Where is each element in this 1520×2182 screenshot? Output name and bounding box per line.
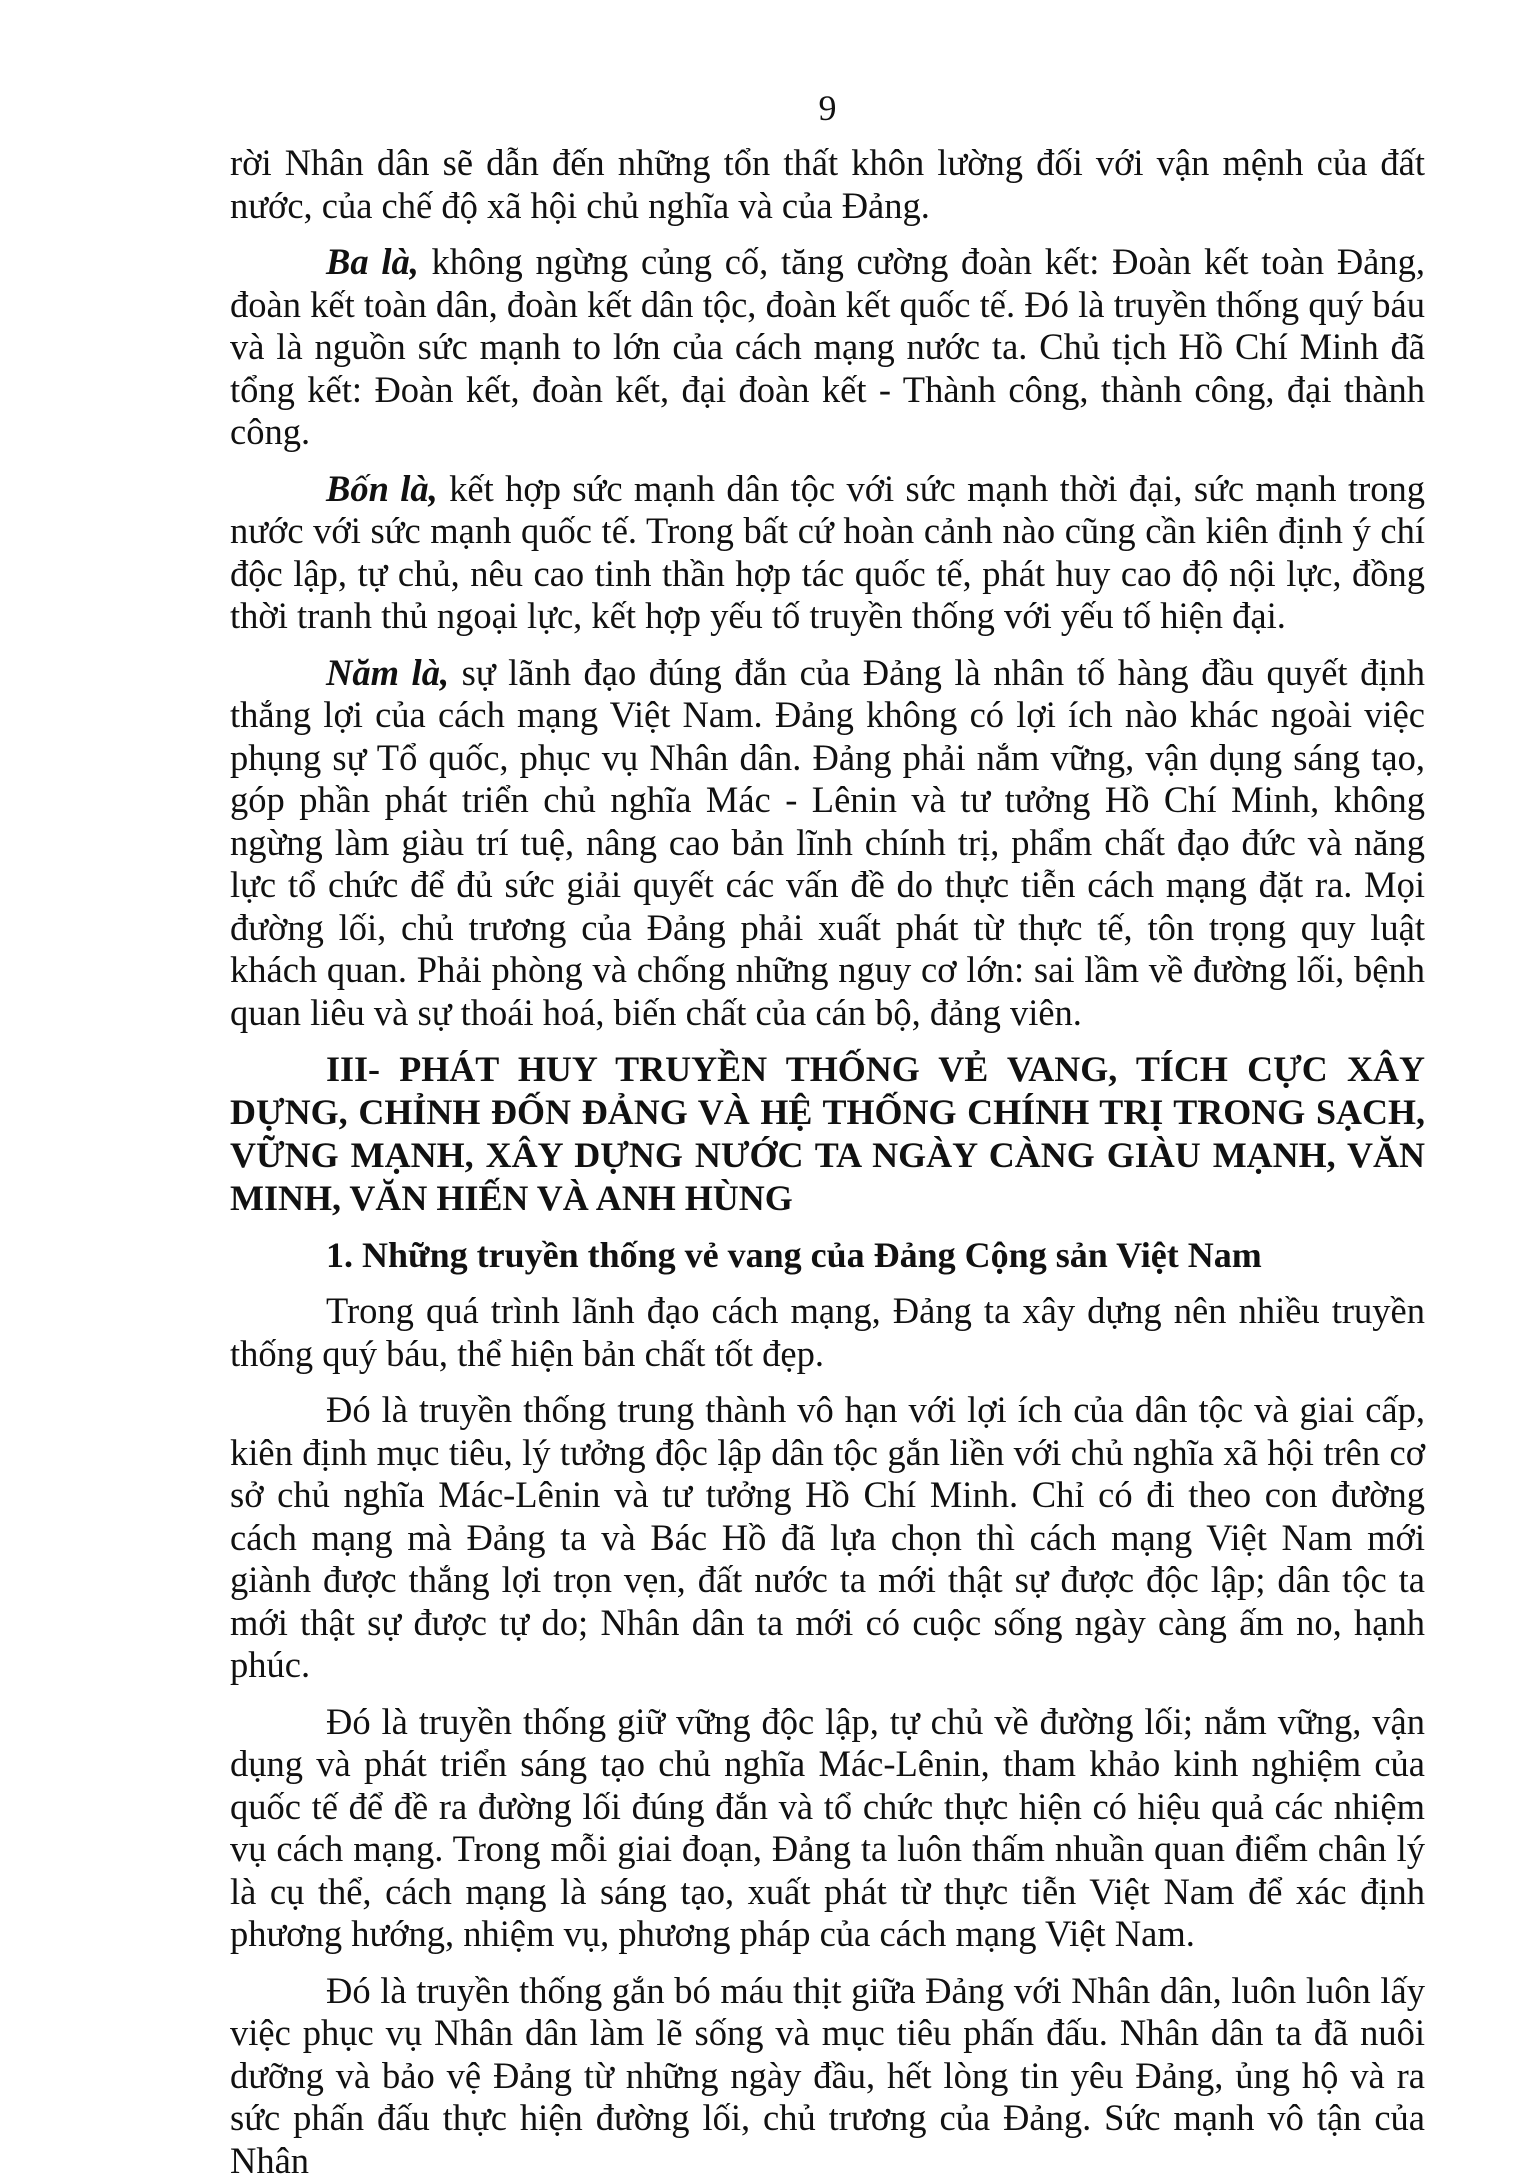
paragraph-ba-la — [230, 241, 1425, 454]
paragraph-text: không ngừng củng cố, tăng cường đoàn kết: Đoàn kết toàn Đảng, đoàn kết toàn dân, đoàn kết dân tộc, đoàn kết quốc tế. Đó là truyền thống quý báu và là nguồn sức mạnh to lớn của cách mạng nước ta. Chủ tịch Hồ Chí Minh đã tổng kết: Đoàn kết, đoàn kết, đại đoàn kết - Thành công, thành công, đại thành công. — [230, 241, 1425, 452]
sub-heading: 1. Những truyền thống vẻ vang của Đảng Cộng sản Việt Nam — [230, 1234, 1425, 1276]
paragraph-continuation — [230, 142, 1425, 227]
paragraph-nam-la — [230, 652, 1425, 1035]
paragraph-text: sự lãnh đạo đúng đắn của Đảng là nhân tố hàng đầu quyết định thắng lợi của cách mạng Việt Nam. Đảng không có lợi ích nào khác ngoài việc phụng sự Tổ quốc, phục vụ Nhân dân. Đảng phải nắm vững, vận dụng sáng tạo, góp phần phát triển chủ nghĩa Mác - Lênin và tư tưởng Hồ Chí Minh, không ngừng làm giàu trí tuệ, nâng cao bản lĩnh chính trị, phẩm chất đạo đức và năng lực tổ chức để đủ sức giải quyết các vấn đề do thực tiễn cách mạng đặt ra. Mọi đường lối, chủ trương của Đảng phải xuất phát từ thực tế, tôn trọng quy luật khách quan. Phải phòng và chống những nguy cơ lớn: sai lầm về đường lối, bệnh quan liêu và sự thoái hoá, biến chất của cán bộ, đảng viên. — [230, 652, 1425, 1033]
section-heading: III- PHÁT HUY TRUYỀN THỐNG VẺ VANG, TÍCH CỰC XÂY DỰNG, CHỈNH ĐỐN ĐẢNG VÀ HỆ THỐNG CHÍNH TRỊ TRONG SẠCH, VỮNG MẠNH, XÂY DỰNG NƯỚC TA NGÀY CÀNG GIÀU MẠNH, VĂN MINH, VĂN HIẾN VÀ ANH HÙNG — [230, 1048, 1425, 1220]
paragraph-text: rời Nhân dân sẽ dẫn đến những tổn thất khôn lường đối với vận mệnh của đất nước, của chế độ xã hội chủ nghĩa và của Đảng. — [230, 142, 1425, 226]
paragraph-text: kết hợp sức mạnh dân tộc với sức mạnh thời đại, sức mạnh trong nước với sức mạnh quốc tế. Trong bất cứ hoàn cảnh nào cũng cần kiên định ý chí độc lập, tự chủ, nêu cao tinh thần hợp tác quốc tế, phát huy cao độ nội lực, đồng thời tranh thủ ngoại lực, kết hợp yếu tố truyền thống với yếu tố hiện đại. — [230, 468, 1425, 637]
document-page — [230, 88, 1425, 2182]
paragraph-lead: Ba là, — [326, 241, 419, 282]
page-number: 9 — [230, 88, 1425, 128]
body-paragraph: Đó là truyền thống giữ vững độc lập, tự chủ về đường lối; nắm vững, vận dụng và phát triển sáng tạo chủ nghĩa Mác-Lênin, tham khảo kinh nghiệm của quốc tế để đề ra đường lối đúng đắn và tổ chức thực hiện có hiệu quả các nhiệm vụ cách mạng. Trong mỗi giai đoạn, Đảng ta luôn thấm nhuần quan điểm chân lý là cụ thể, cách mạng là sáng tạo, xuất phát từ thực tiễn Việt Nam để xác định phương hướng, nhiệm vụ, phương pháp của cách mạng Việt Nam. — [230, 1701, 1425, 1956]
body-paragraph: Trong quá trình lãnh đạo cách mạng, Đảng ta xây dựng nên nhiều truyền thống quý báu, thể hiện bản chất tốt đẹp. — [230, 1290, 1425, 1375]
paragraph-lead: Năm là, — [326, 652, 449, 693]
body-paragraph: Đó là truyền thống trung thành vô hạn với lợi ích của dân tộc và giai cấp, kiên định mục tiêu, lý tưởng độc lập dân tộc gắn liền với chủ nghĩa xã hội trên cơ sở chủ nghĩa Mác-Lênin và tư tưởng Hồ Chí Minh. Chỉ có đi theo con đường cách mạng mà Đảng ta và Bác Hồ đã lựa chọn thì cách mạng Việt Nam mới giành được thắng lợi trọn vẹn, đất nước ta mới thật sự được độc lập; dân tộc ta mới thật sự được tự do; Nhân dân ta mới có cuộc sống ngày càng ấm no, hạnh phúc. — [230, 1389, 1425, 1687]
body-paragraph: Đó là truyền thống gắn bó máu thịt giữa Đảng với Nhân dân, luôn luôn lấy việc phục vụ Nhân dân làm lẽ sống và mục tiêu phấn đấu. Nhân dân ta đã nuôi dưỡng và bảo vệ Đảng từ những ngày đầu, hết lòng tin yêu Đảng, ủng hộ và ra sức phấn đấu thực hiện đường lối, chủ trương của Đảng. Sức mạnh vô tận của Nhân — [230, 1970, 1425, 2182]
paragraph-bon-la — [230, 468, 1425, 638]
paragraph-lead: Bốn là, — [326, 468, 438, 509]
